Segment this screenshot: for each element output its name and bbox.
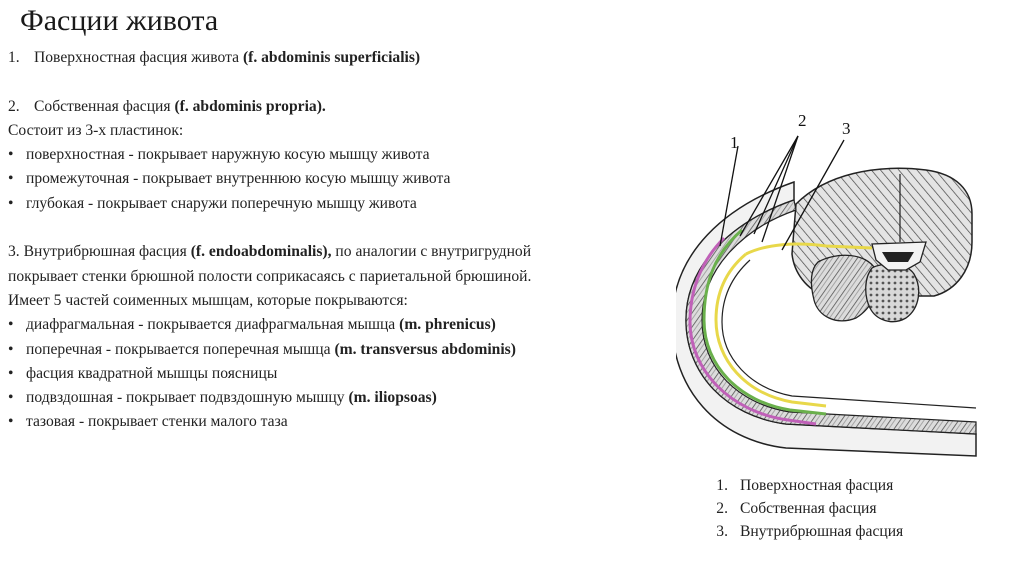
bullet-latin: (m. transversus abdominis)	[334, 340, 516, 358]
bullet-text: поперечная - покрывается поперечная мышца	[26, 340, 335, 358]
bullet-latin: (m. iliopsoas)	[348, 389, 437, 407]
endo-description: покрывает стенки брюшной полости соприкасаясь с париетальной брюшиной.	[8, 267, 532, 285]
bullet-dot: •	[8, 316, 14, 334]
item-superficial-fascia	[8, 46, 668, 70]
figure-label-2: 2	[798, 112, 807, 130]
bullet-item	[8, 192, 668, 216]
item-endo-fascia	[8, 240, 668, 264]
bullet-dot: •	[8, 413, 14, 431]
figure-legend	[698, 474, 903, 543]
bullet-dot: •	[8, 364, 14, 382]
item-latin: (f. abdominis propria).	[174, 97, 326, 115]
bullet-text: поверхностная - покрывает наружную косую мышцу живота	[26, 146, 430, 164]
item-propria-fascia	[8, 95, 668, 119]
bullet-item	[8, 143, 668, 167]
bullet-text: промежуточная - покрывает внутреннюю косую мышцу живота	[26, 170, 451, 188]
item-latin: (f. endoabdominalis),	[190, 243, 332, 261]
bullet-text: фасция квадратной мышцы поясницы	[26, 364, 278, 382]
propria-intro: Состоит из 3-х пластинок:	[8, 121, 184, 139]
item-number: 1.	[8, 49, 20, 66]
legend-number: 1.	[716, 477, 728, 494]
endo-parts-intro: Имеет 5 частей соименных мышцам, которые покрываются:	[8, 291, 408, 309]
slide-title: Фасции живота	[20, 4, 219, 37]
item-text: Собственная фасция	[34, 97, 175, 115]
figure-label-1: 1	[730, 133, 739, 152]
item-text: 3. Внутрибрюшная фасция	[8, 243, 191, 261]
legend-item	[698, 474, 903, 497]
bullet-latin: (m. phrenicus)	[399, 316, 496, 334]
bullet-item	[8, 313, 668, 337]
bullet-dot: •	[8, 340, 14, 358]
figure-label-3: 3	[842, 119, 851, 138]
bullet-dot: •	[8, 146, 14, 164]
slide-body	[8, 46, 668, 435]
legend-text: Внутрибрюшная фасция	[740, 523, 904, 540]
bullet-text: глубокая - покрывает снаружи поперечную мышцу живота	[26, 194, 417, 212]
legend-item	[698, 497, 903, 520]
bullet-dot: •	[8, 170, 14, 188]
bullet-item	[8, 386, 668, 410]
legend-item	[698, 520, 903, 543]
bullet-item	[8, 338, 668, 362]
legend-number: 3.	[716, 523, 728, 540]
item-text: Поверхностная фасция живота	[34, 49, 243, 66]
bullet-dot: •	[8, 194, 14, 212]
bullet-text: тазовая - покрывает стенки малого таза	[26, 413, 288, 431]
bullet-text: подвздошная - покрывает подвздошную мышцу	[26, 389, 349, 407]
bullet-item	[8, 167, 668, 191]
item-text: по аналогии с внутригрудной	[331, 243, 532, 261]
item-latin: (f. abdominis superficialis)	[242, 49, 421, 66]
bullet-item	[8, 362, 668, 386]
bullet-dot: •	[8, 389, 14, 407]
item-number: 2.	[8, 97, 20, 115]
bullet-item	[8, 410, 668, 434]
abdominal-wall-cross-section-illustration	[676, 112, 980, 462]
bullet-text: диафрагмальная - покрывается диафрагмальная мышца	[26, 316, 400, 334]
vertebral-body	[866, 264, 919, 322]
legend-text: Собственная фасция	[740, 500, 877, 517]
legend-text: Поверхностная фасция	[740, 477, 894, 494]
legend-number: 2.	[716, 500, 728, 517]
